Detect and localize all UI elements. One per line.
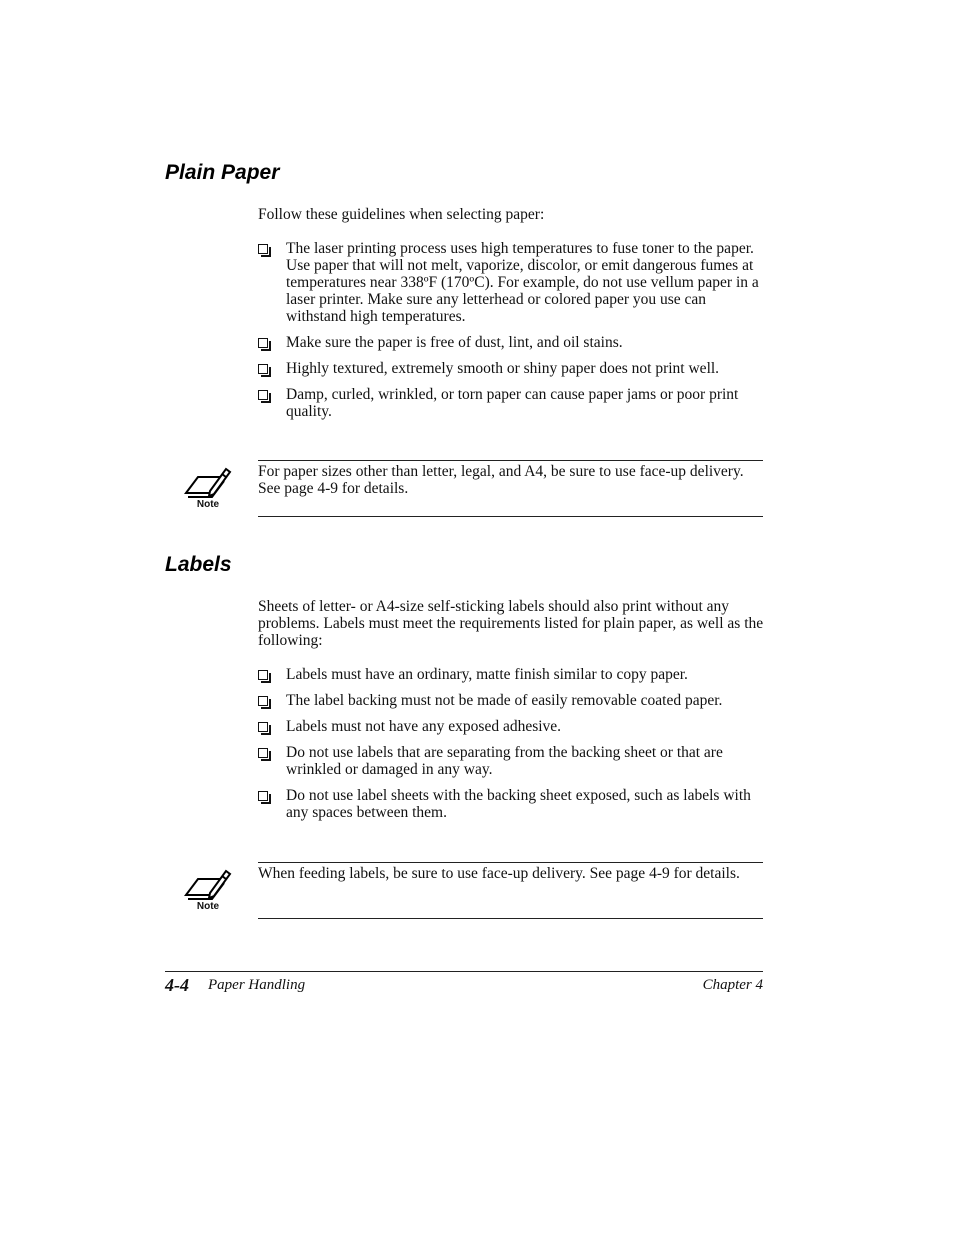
list-item xyxy=(258,386,764,420)
note-box xyxy=(258,862,763,919)
list-item-text: Do not use label sheets with the backing sheet exposed, such as labels with any spaces between them. xyxy=(286,787,751,821)
plain-paper-list xyxy=(258,240,764,420)
page-footer xyxy=(165,971,763,1000)
checkbox-bullet-icon xyxy=(258,390,268,400)
note-label: Note xyxy=(196,901,220,912)
checkbox-bullet-icon xyxy=(258,696,268,706)
note-label: Note xyxy=(196,499,220,510)
list-item-text: Damp, curled, wrinkled, or torn paper can cause paper jams or poor print quality. xyxy=(286,386,739,420)
list-item-text: Labels must have an ordinary, matte finish similar to copy paper. xyxy=(286,666,688,683)
list-item xyxy=(258,787,764,821)
note-text: When feeding labels, be sure to use face-up delivery. See page 4-9 for details. xyxy=(258,865,740,882)
checkbox-bullet-icon xyxy=(258,364,268,374)
checkbox-bullet-icon xyxy=(258,338,268,348)
checkbox-bullet-icon xyxy=(258,748,268,758)
checkbox-bullet-icon xyxy=(258,244,268,254)
plain-paper-heading: Plain Paper xyxy=(165,161,280,184)
list-item xyxy=(258,240,764,325)
list-item xyxy=(258,744,764,778)
plain-paper-intro: Follow these guidelines when selecting paper: xyxy=(258,206,545,223)
list-item xyxy=(258,692,764,709)
list-item-text: Make sure the paper is free of dust, lint, and oil stains. xyxy=(286,334,623,351)
list-item-text: The label backing must not be made of easily removable coated paper. xyxy=(286,692,723,709)
checkbox-bullet-icon xyxy=(258,670,268,680)
list-item-text: The laser printing process uses high temperatures to fuse toner to the paper. Use paper that will not melt, vaporize, discolor, or emit dangerous fumes at temperatures near 338ºF (170ºC). For example, do not use vellum paper in a laser printer. Make sure any letterhead or colored paper you use can withstand high temperatures. xyxy=(286,240,759,325)
checkbox-bullet-icon xyxy=(258,791,268,801)
labels-list xyxy=(258,666,764,821)
footer-section-title: Paper Handling xyxy=(208,977,306,993)
list-item-text: Labels must not have any exposed adhesive. xyxy=(286,718,562,735)
list-item xyxy=(258,718,764,735)
list-item-text: Do not use labels that are separating from the backing sheet or that are wrinkled or damaged in any way. xyxy=(286,744,723,778)
labels-heading: Labels xyxy=(165,553,232,576)
list-item xyxy=(258,666,764,683)
checkbox-bullet-icon xyxy=(258,722,268,732)
footer-chapter: Chapter 4 xyxy=(702,977,763,993)
list-item xyxy=(258,334,764,351)
list-item xyxy=(258,360,764,377)
list-item-text: Highly textured, extremely smooth or shiny paper does not print well. xyxy=(286,360,720,377)
page-number: 4-4 xyxy=(165,975,189,995)
labels-intro: Sheets of letter- or A4-size self-sticking labels should also print without any problems. Labels must meet the requirements listed for plain paper, as well as the following: xyxy=(258,598,764,649)
note-text: For paper sizes other than letter, legal, and A4, be sure to use face-up delivery. See page 4-9 for details. xyxy=(258,463,744,497)
note-box xyxy=(258,460,763,517)
